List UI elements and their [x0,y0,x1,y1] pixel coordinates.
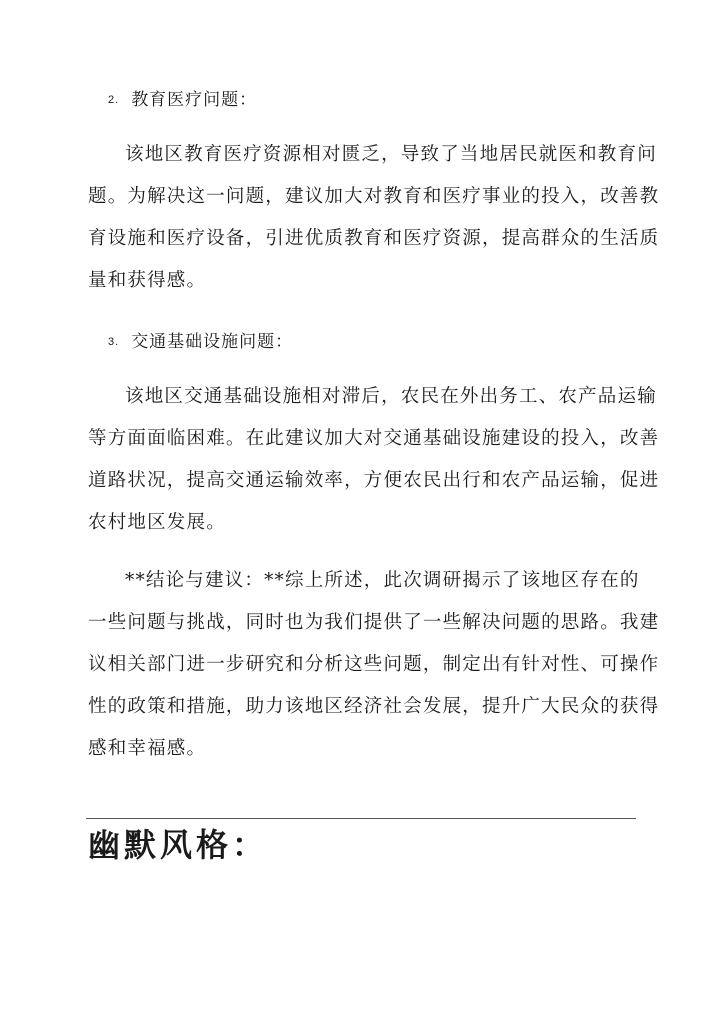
section-number: 3. [108,336,120,348]
paragraph-line: 感和幸福感。 [88,738,207,759]
paragraph-line: 议相关部门进一步研究和分析这些问题，制定出有针对性、可操作 [88,654,660,675]
paragraph-line: 该地区教育医疗资源相对匮乏，导致了当地居民就医和教育问 [125,144,657,165]
section-divider [86,818,636,819]
paragraph-education [88,134,660,302]
paragraph-conclusion [88,560,660,770]
section-title: 交通基础设施问题： [131,332,294,352]
paragraph-line: 等方面面临困难。在此建议加大对交通基础设施建设的投入，改善 [88,428,660,449]
section-heading-education [108,92,257,109]
paragraph-transport [88,376,660,544]
paragraph-line: **结论与建议：**综上所述，此次调研揭示了该地区存在的 [125,570,640,591]
paragraph-line: 题。为解决这一问题，建议加大对教育和医疗事业的投入，改善教 [88,186,660,207]
paragraph-line: 一些问题与挑战，同时也为我们提供了一些解决问题的思路。我建 [88,612,660,633]
section-number: 2. [108,94,120,106]
paragraph-line: 道路状况，提高交通运输效率，方便农民出行和农产品运输，促进 [88,470,660,491]
section-heading-transport [108,334,293,351]
paragraph-line: 量和获得感。 [88,270,207,291]
next-section-title: 幽默风格： [88,826,269,864]
paragraph-line: 该地区交通基础设施相对滞后，农民在外出务工、农产品运输 [125,386,657,407]
section-title: 教育医疗问题： [131,90,258,110]
paragraph-line: 育设施和医疗设备，引进优质教育和医疗资源，提高群众的生活质 [88,228,660,249]
paragraph-line: 性的政策和措施，助力该地区经济社会发展，提升广大民众的获得 [88,696,660,717]
paragraph-line: 农村地区发展。 [88,512,226,533]
